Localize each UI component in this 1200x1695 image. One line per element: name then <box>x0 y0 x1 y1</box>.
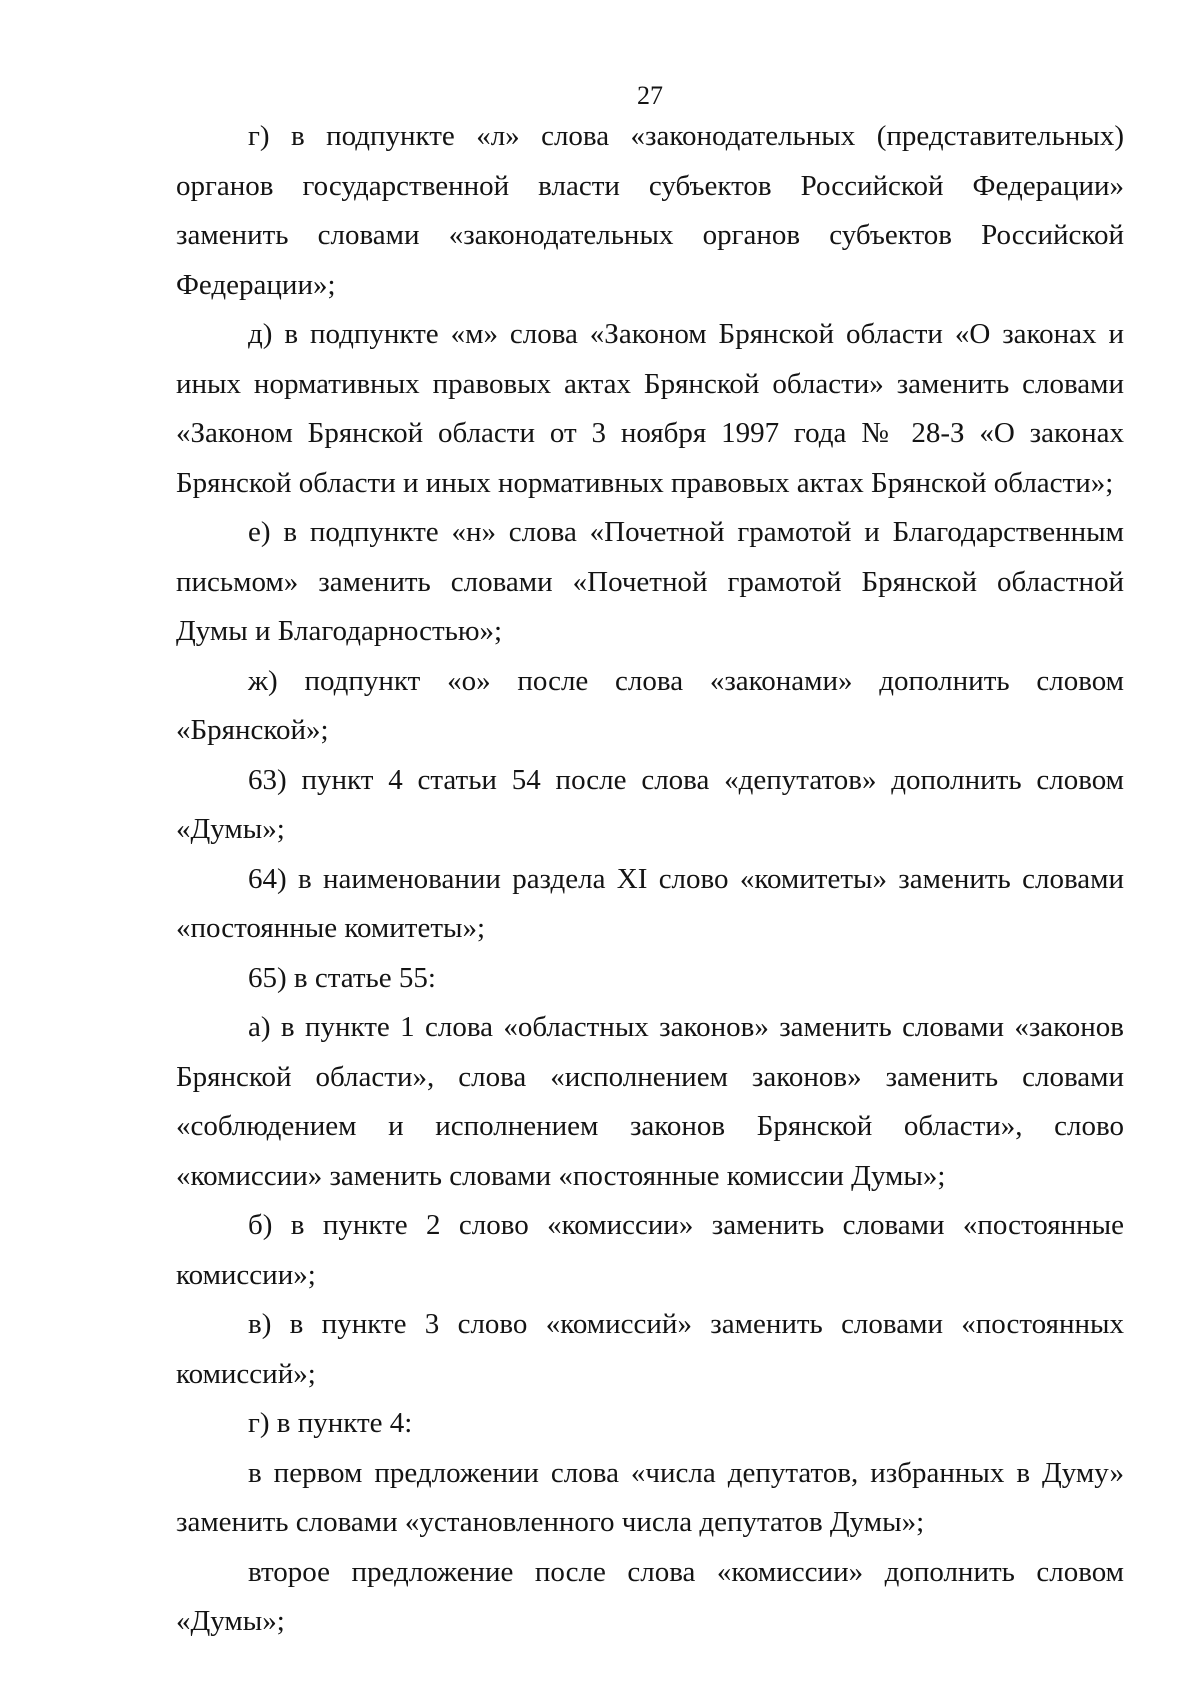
page-number: 27 <box>637 81 663 110</box>
paragraph-v-3: в) в пункте 3 слово «комиссий» заменить словами «постоянных комиссий»; <box>176 1308 1124 1390</box>
paragraph-a-1: а) в пункте 1 слова «областных законов» заменить словами «законов Брянской области», слова «исполнением законов» заменить словами «соблюдением и исполнением законов Брянской области», слово «комиссии» заменить словами «постоянные комиссии Думы»; <box>176 1011 1124 1192</box>
paragraph-d-m: д) в подпункте «м» слова «Законом Брянской области «О законах и иных нормативных правовых актах Брянской области» заменить словами «Законом Брянской области от 3 ноября 1997 года № 28-З «О законах Брянской области и иных нормативных правовых актах Брянской области»; <box>176 318 1124 499</box>
paragraph-63: 63) пункт 4 статьи 54 после слова «депутатов» дополнить словом «Думы»; <box>176 763 1124 845</box>
paragraph-first-sentence: в первом предложении слова «числа депутатов, избранных в Думу» заменить словами «установленного числа депутатов Думы»; <box>176 1456 1124 1538</box>
paragraph-zh-o: ж) подпункт «о» после слова «законами» дополнить словом «Брянской»; <box>176 664 1124 746</box>
paragraph-65: 65) в статье 55: <box>248 961 436 994</box>
paragraph-second-sentence: второе предложение после слова «комиссии» дополнить словом «Думы»; <box>176 1555 1124 1637</box>
paragraph-b-2: б) в пункте 2 слово «комиссии» заменить словами «постоянные комиссии»; <box>176 1209 1124 1291</box>
paragraph-g-4: г) в пункте 4: <box>248 1407 413 1439</box>
paragraph-e-n: е) в подпункте «н» слова «Почетной грамотой и Благодарственным письмом» заменить словами «Почетной грамотой Брянской областной Думы и Благодарностью»; <box>176 516 1124 647</box>
paragraph-g-l: г) в подпункте «л» слова «законодательных (представительных) органов государственной власти субъектов Российской Федерации» заменить словами «законодательных органов субъектов Российской Федерации»; <box>176 120 1124 301</box>
paragraph-64: 64) в наименовании раздела XI слово «комитеты» заменить словами «постоянные комитеты»; <box>176 862 1124 944</box>
document-body <box>176 112 1124 1647</box>
